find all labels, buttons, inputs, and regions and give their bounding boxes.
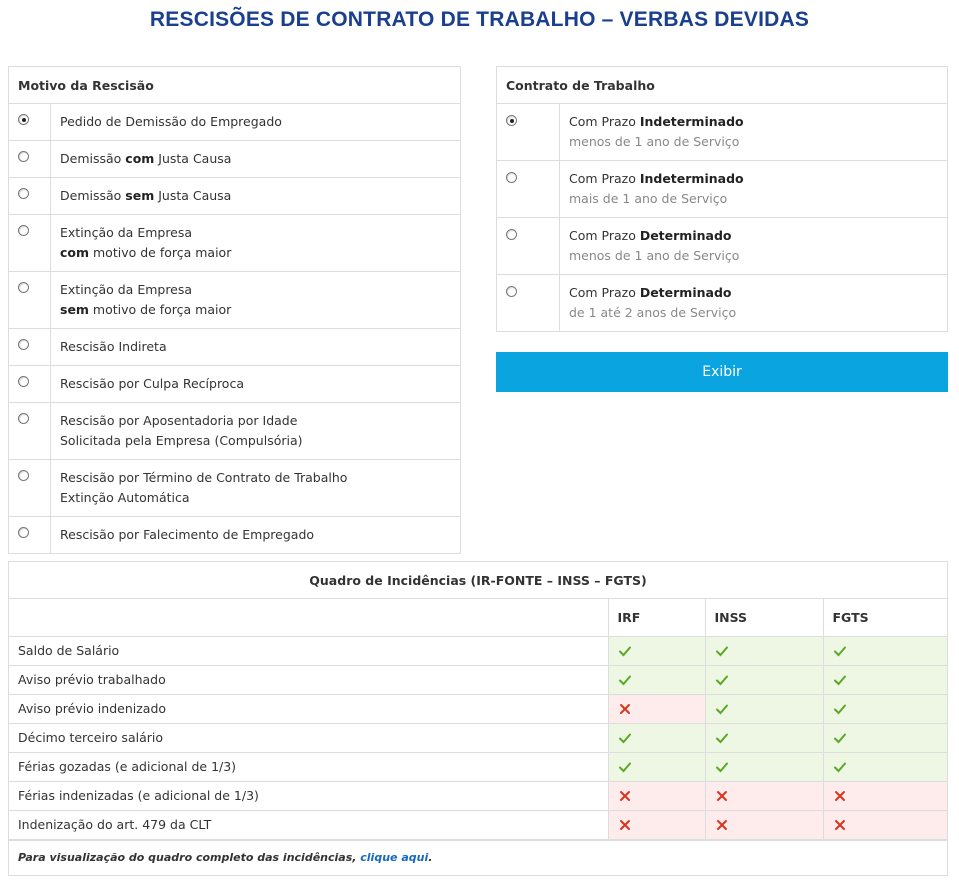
contrato-option-line1 [569,169,744,189]
cell-fgts [823,810,947,839]
table-row [9,694,947,723]
motivo-option-label [51,215,240,271]
label-bold: com [60,245,90,260]
incidence-table-panel [8,561,948,876]
motivo-option[interactable] [9,104,460,141]
cell-fgts [823,636,947,665]
label-text: Demissão [60,151,126,166]
motivo-option[interactable] [9,460,460,517]
label-text: Rescisão por Término de Contrato de Trabalho [60,470,348,485]
motivo-radio-cell [9,329,51,365]
exibir-button[interactable]: Exibir [496,352,948,392]
label-text: Justa Causa [154,188,232,203]
cell-fgts [823,723,947,752]
motivo-option-label [51,517,323,554]
contrato-option[interactable] [497,161,947,218]
motivo-option-label [51,178,240,214]
contrato-option-sub: mais de 1 ano de Serviço [569,191,728,206]
motivo-option-label [51,403,312,459]
motivo-option-label [51,272,240,328]
label-text: motivo de força maior [88,302,232,317]
col-header-inss: INSS [705,599,823,636]
cross-icon [618,789,632,803]
cell-inss [705,694,823,723]
cell-irf [608,810,705,839]
cross-icon [833,818,847,832]
contrato-option-sub: menos de 1 ano de Serviço [569,134,740,149]
cell-irf [608,694,705,723]
motivo-option-label [51,460,356,516]
cross-icon [618,702,632,716]
table-row [9,723,947,752]
label-text: Com Prazo [569,285,640,300]
motivo-option-line1 [60,337,167,357]
check-icon [618,673,632,687]
cell-inss [705,665,823,694]
cell-fgts [823,781,947,810]
cell-irf [608,665,705,694]
cell-fgts [823,752,947,781]
footnote-text: Para visualização do quadro completo das incidências, [18,850,361,864]
label-text: Com Prazo [569,114,640,129]
col-header-irf: IRF [608,599,705,636]
label-text: motivo de força maior [89,245,232,260]
label-bold: Indeterminado [639,171,744,186]
motivo-radio-cell [9,272,51,328]
label-bold: sem [125,188,155,203]
motivo-option-line2 [60,431,303,451]
row-label: Férias indenizadas (e adicional de 1/3) [9,781,608,810]
motivo-option-label [51,329,176,365]
motivo-option[interactable] [9,178,460,215]
motivo-radio-cell [9,178,51,214]
contrato-heading: Contrato de Trabalho [497,67,947,104]
radio-button[interactable] [18,413,29,424]
motivo-option-line1 [60,186,231,206]
motivo-option-line2 [60,488,347,508]
label-bold: sem [60,302,89,317]
table-row [9,752,947,781]
contrato-option-label [560,218,748,274]
contrato-radio-cell [497,218,560,274]
check-icon [618,644,632,658]
cell-irf [608,781,705,810]
contrato-option-sub: de 1 até 2 anos de Serviço [569,305,737,320]
contrato-option-label [560,275,745,332]
motivo-radio-cell [9,104,51,140]
col-header-label [9,599,608,636]
motivo-option[interactable] [9,141,460,178]
motivo-option-line2 [60,300,231,320]
row-label: Indenização do art. 479 da CLT [9,810,608,839]
check-icon [715,731,729,745]
contrato-panel [496,66,948,332]
motivo-option[interactable] [9,215,460,272]
label-text: Extinção Automática [60,490,190,505]
label-text: Com Prazo [569,228,640,243]
radio-button[interactable] [18,114,29,125]
label-text: Rescisão Indireta [60,339,167,354]
cross-icon [715,789,729,803]
row-label: Aviso prévio trabalhado [9,665,608,694]
contrato-option-line1 [569,112,744,132]
motivo-radio-cell [9,403,51,459]
radio-button[interactable] [506,172,517,183]
label-text: Rescisão por Culpa Recíproca [60,376,244,391]
label-bold: com [125,151,155,166]
radio-button[interactable] [18,151,29,162]
cross-icon [833,789,847,803]
footnote [9,840,947,874]
check-icon [715,760,729,774]
motivo-option-label [51,104,291,140]
motivo-radio-cell [9,517,51,554]
check-icon [715,673,729,687]
cell-irf [608,636,705,665]
label-bold: Indeterminado [639,114,744,129]
radio-button[interactable] [18,339,29,350]
contrato-option-line1 [569,226,739,246]
label-text: Rescisão por Aposentadoria por Idade [60,413,298,428]
label-bold: Determinado [639,228,732,243]
motivo-option-line2 [60,243,231,263]
label-text: Extinção da Empresa [60,225,193,240]
radio-button[interactable] [18,527,29,538]
contrato-option-label [560,161,753,217]
cross-icon [715,818,729,832]
check-icon [833,702,847,716]
cell-inss [705,810,823,839]
cell-inss [705,723,823,752]
motivo-option-line1 [60,374,244,394]
motivo-option[interactable] [9,403,460,460]
cell-irf [608,752,705,781]
contrato-option[interactable] [497,104,947,161]
contrato-radio-cell [497,104,560,160]
motivo-radio-cell [9,215,51,271]
table-row [9,781,947,810]
check-icon [833,673,847,687]
check-icon [833,760,847,774]
motivo-panel [8,66,461,554]
footnote-end: . [428,850,433,864]
label-text: Extinção da Empresa [60,282,193,297]
radio-button[interactable] [506,286,517,297]
cell-inss [705,781,823,810]
motivo-option[interactable] [9,272,460,329]
contrato-option-line1 [569,283,736,303]
contrato-option-sub: menos de 1 ano de Serviço [569,248,740,263]
label-text: Justa Causa [154,151,232,166]
radio-button[interactable] [18,225,29,236]
check-icon [618,760,632,774]
motivo-option-line1 [60,280,231,300]
radio-button[interactable] [18,470,29,481]
motivo-option-line1 [60,223,231,243]
motivo-option[interactable] [9,329,460,366]
cross-icon [618,818,632,832]
motivo-option-line1 [60,525,314,545]
col-header-fgts: FGTS [823,599,947,636]
radio-button[interactable] [506,115,517,126]
motivo-radio-cell [9,460,51,516]
contrato-option[interactable] [497,275,947,332]
motivo-radio-cell [9,141,51,177]
motivo-option[interactable] [9,517,460,554]
motivo-option[interactable] [9,366,460,403]
label-text: Rescisão por Falecimento de Empregado [60,527,315,542]
check-icon [833,644,847,658]
radio-button[interactable] [18,188,29,199]
radio-button[interactable] [18,282,29,293]
label-text: Demissão [60,188,126,203]
cell-inss [705,636,823,665]
table-row [9,636,947,665]
row-label: Décimo terceiro salário [9,723,608,752]
row-label: Saldo de Salário [9,636,608,665]
contrato-radio-cell [497,161,560,217]
label-bold: Determinado [639,285,732,300]
row-label: Aviso prévio indenizado [9,694,608,723]
label-text: Com Prazo [569,171,640,186]
motivo-option-line1 [60,468,347,488]
label-text: Solicitada pela Empresa (Compulsória) [60,433,303,448]
cell-inss [705,752,823,781]
radio-button[interactable] [506,229,517,240]
motivo-radio-cell [9,366,51,402]
page-title: RESCISÕES DE CONTRATO DE TRABALHO – VERBAS DEVIDAS [149,8,810,31]
check-icon [618,731,632,745]
cell-fgts [823,694,947,723]
table-row [9,810,947,839]
motivo-option-line1 [60,149,231,169]
table-row [9,665,947,694]
motivo-option-label [51,141,240,177]
contrato-option[interactable] [497,218,947,275]
motivo-heading: Motivo da Rescisão [9,67,460,104]
incidence-table-title: Quadro de Incidências (IR-FONTE – INSS – FGTS) [9,562,947,599]
row-label: Férias gozadas (e adicional de 1/3) [9,752,608,781]
radio-button[interactable] [18,376,29,387]
check-icon [715,644,729,658]
motivo-option-line1 [60,112,282,132]
incidence-table [9,599,947,840]
check-icon [715,702,729,716]
label-text: Pedido de Demissão do Empregado [60,114,282,129]
full-table-link[interactable]: clique aqui [360,850,429,864]
contrato-radio-cell [497,275,560,332]
check-icon [833,731,847,745]
motivo-option-line1 [60,411,303,431]
cell-fgts [823,665,947,694]
cell-irf [608,723,705,752]
contrato-option-label [560,104,753,160]
motivo-option-label [51,366,253,402]
